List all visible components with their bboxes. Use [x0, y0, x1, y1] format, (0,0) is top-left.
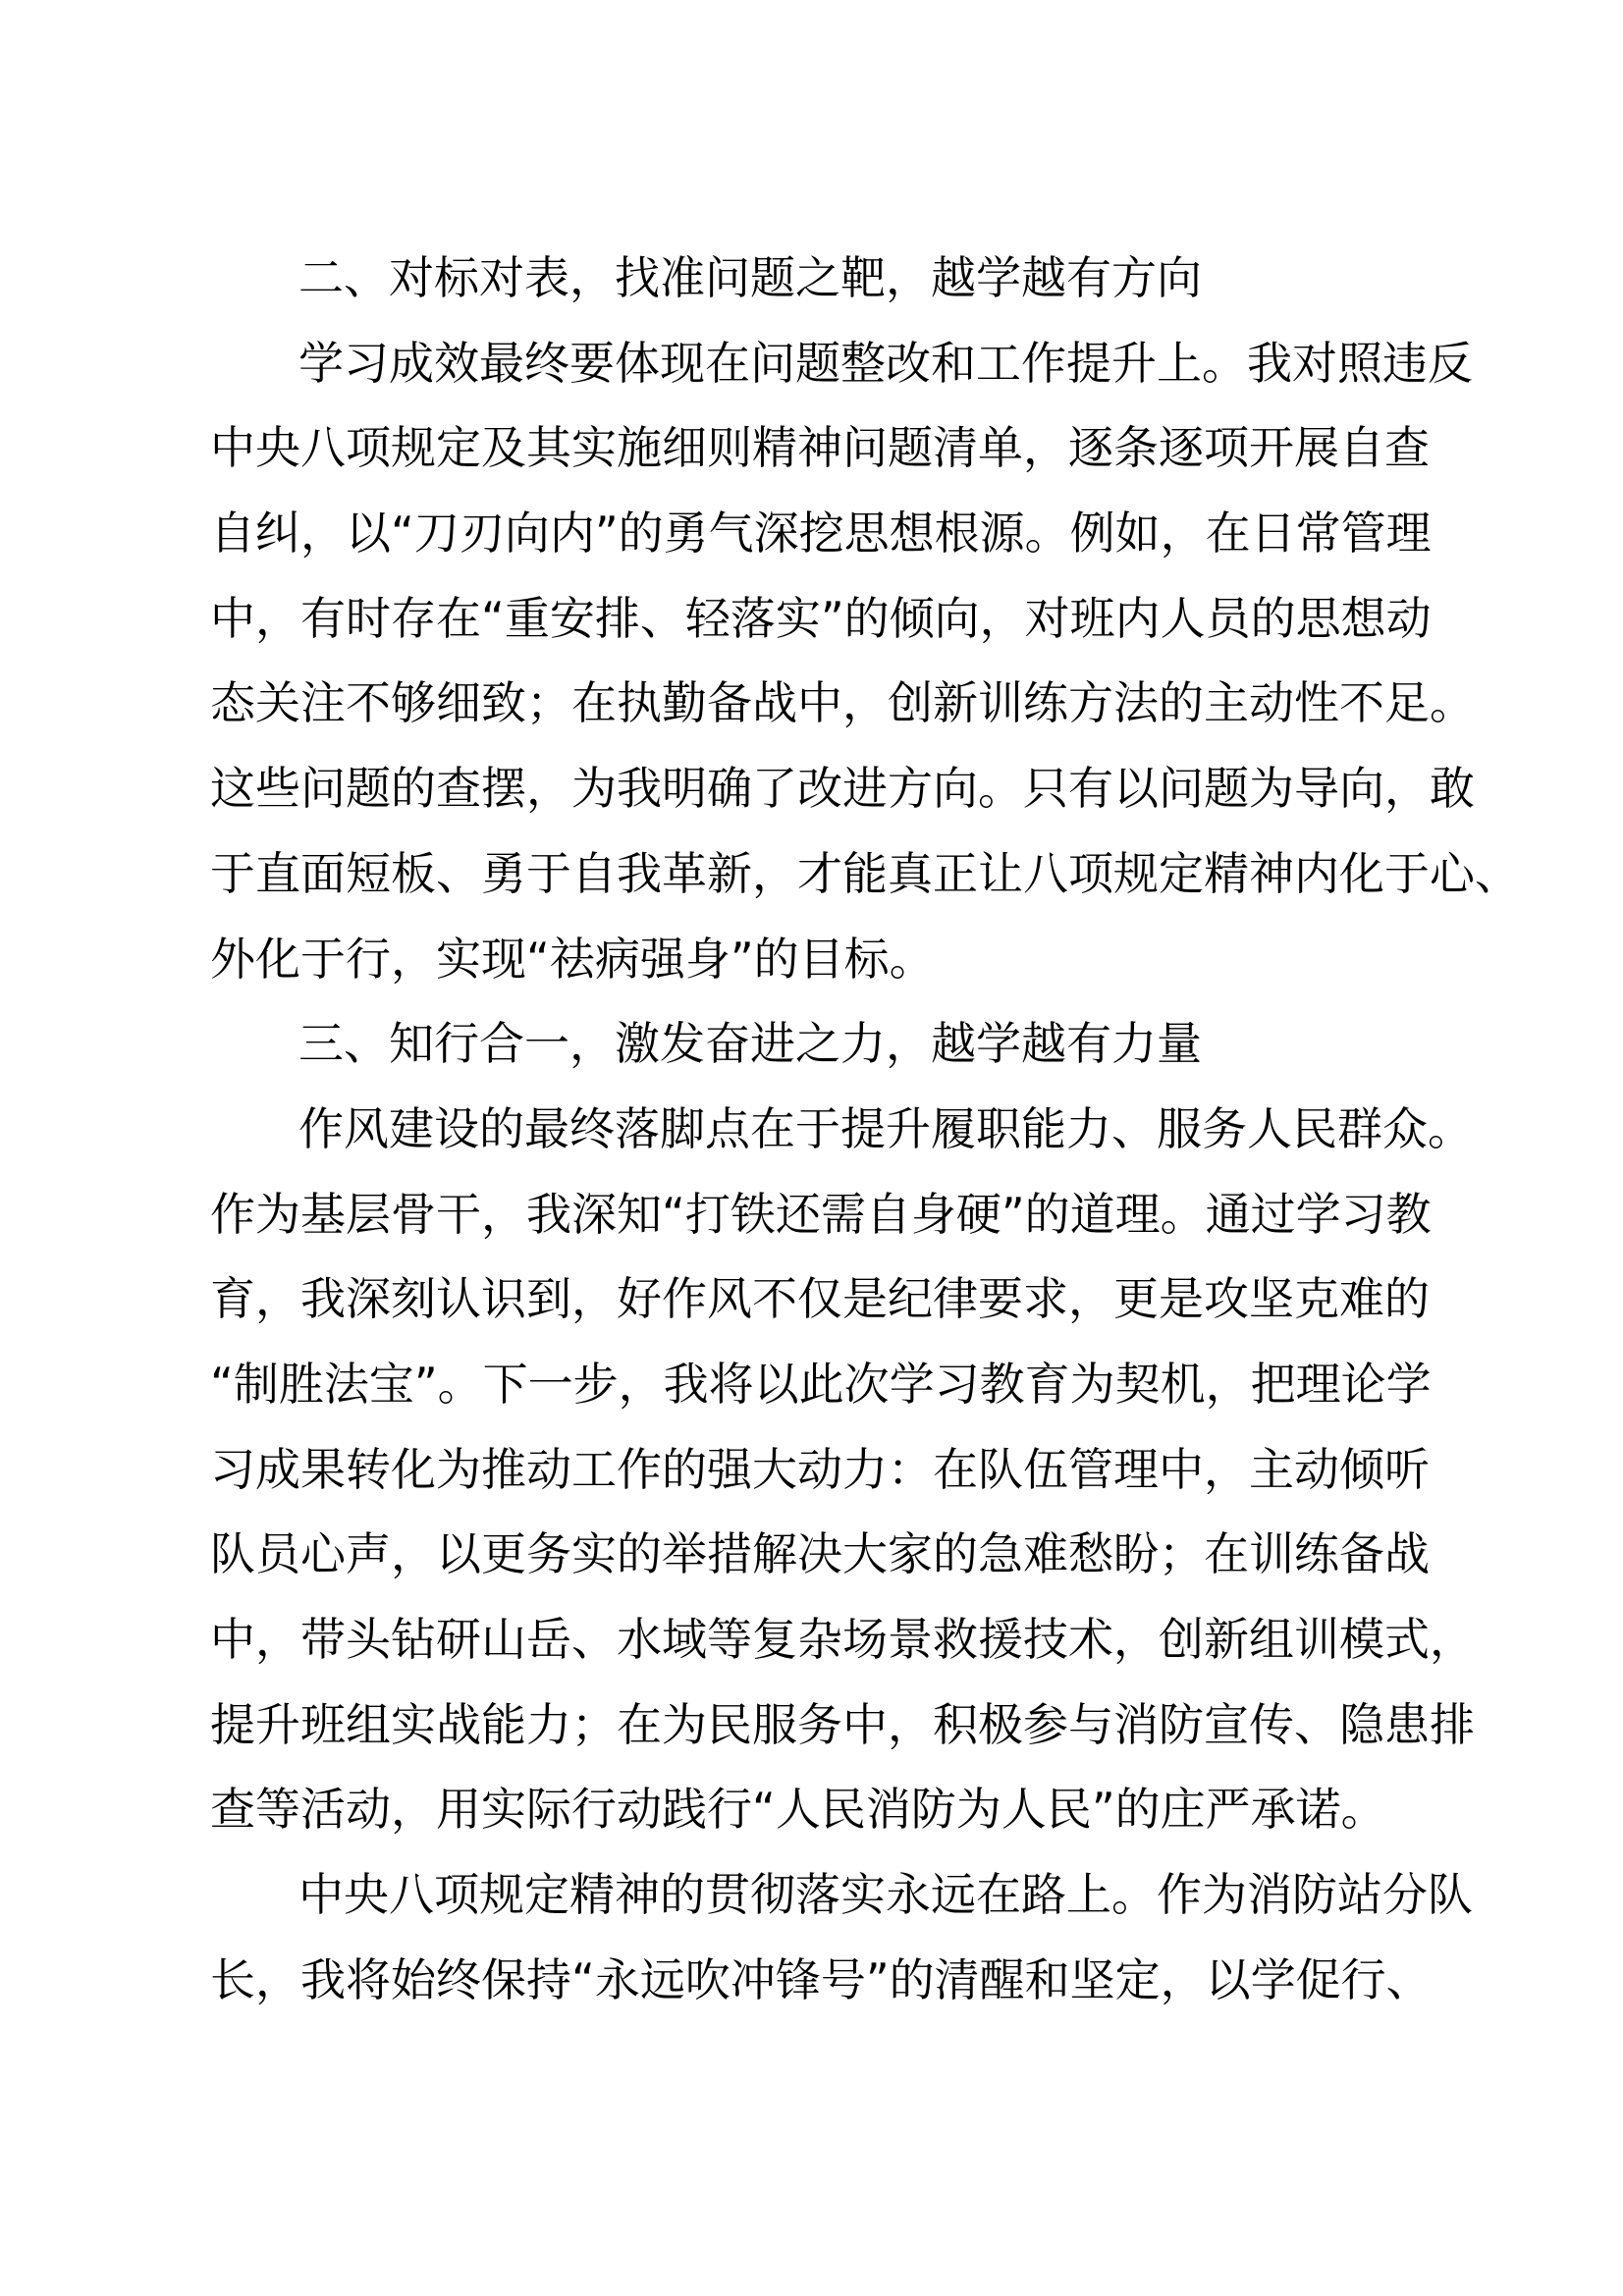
paragraph-line: 中央八项规定及其实施细则精神问题清单，逐条逐项开展自查: [210, 421, 1430, 475]
paragraph-line: 学习成效最终要体现在问题整改和工作提升上。我对照违反: [298, 336, 1473, 390]
paragraph-line: 作为基层骨干，我深知“打铁还需自身硬”的道理。通过学习教: [210, 1187, 1432, 1241]
section-heading-3: 三、知行合一，激发奋进之力，越学越有力量: [298, 1017, 1202, 1071]
paragraph-line: 习成果转化为推动工作的强大动力：在队伍管理中，主动倾听: [210, 1442, 1430, 1496]
paragraph-line: 于直面短板、勇于自我革新，才能真正让八项规定精神内化于心、: [210, 846, 1520, 900]
paragraph-line: 查等活动，用实际行动践行“人民消防为人民”的庄严承诺。: [210, 1783, 1386, 1837]
paragraph-line: 外化于行，实现“祛病强身”的目标。: [210, 932, 935, 986]
section-heading-2: 二、对标对表，找准问题之靶，越学越有方向: [298, 251, 1202, 304]
paragraph-line: 队员心声，以更务实的举措解决大家的急难愁盼；在训练备战: [210, 1527, 1430, 1581]
paragraph-line: 态关注不够细致；在执勤备战中，创新训练方法的主动性不足。: [210, 676, 1475, 730]
paragraph-line: 这些问题的查摆，为我明确了改进方向。只有以问题为导向，敢: [210, 762, 1475, 816]
paragraph-line: 长，我将始终保持“永远吹冲锋号”的清醒和坚定，以学促行、: [210, 1952, 1432, 2006]
paragraph-line: 中央八项规定精神的贯彻落实永远在路上。作为消防站分队: [298, 1868, 1473, 1922]
paragraph-line: 提升班组实战能力；在为民服务中，积极参与消防宣传、隐患排: [210, 1697, 1475, 1751]
paragraph-line: 作风建设的最终落脚点在于提升履职能力、服务人民群众。: [298, 1101, 1473, 1155]
document-text-column: [210, 236, 1520, 2022]
paragraph-line: 中，带头钻研山岳、水域等复杂场景救援技术，创新组训模式，: [210, 1613, 1475, 1666]
paragraph-line: “制胜法宝”。下一步，我将以此次学习教育为契机，把理论学: [210, 1357, 1432, 1411]
paragraph-line: 中，有时存在“重安排、轻落实”的倾向，对班内人员的思想动: [210, 591, 1432, 645]
paragraph-line: 自纠，以“刀刃向内”的勇气深挖思想根源。例如，在日常管理: [210, 507, 1432, 561]
paragraph-line: 育，我深刻认识到，好作风不仅是纪律要求，更是攻坚克难的: [210, 1272, 1430, 1326]
